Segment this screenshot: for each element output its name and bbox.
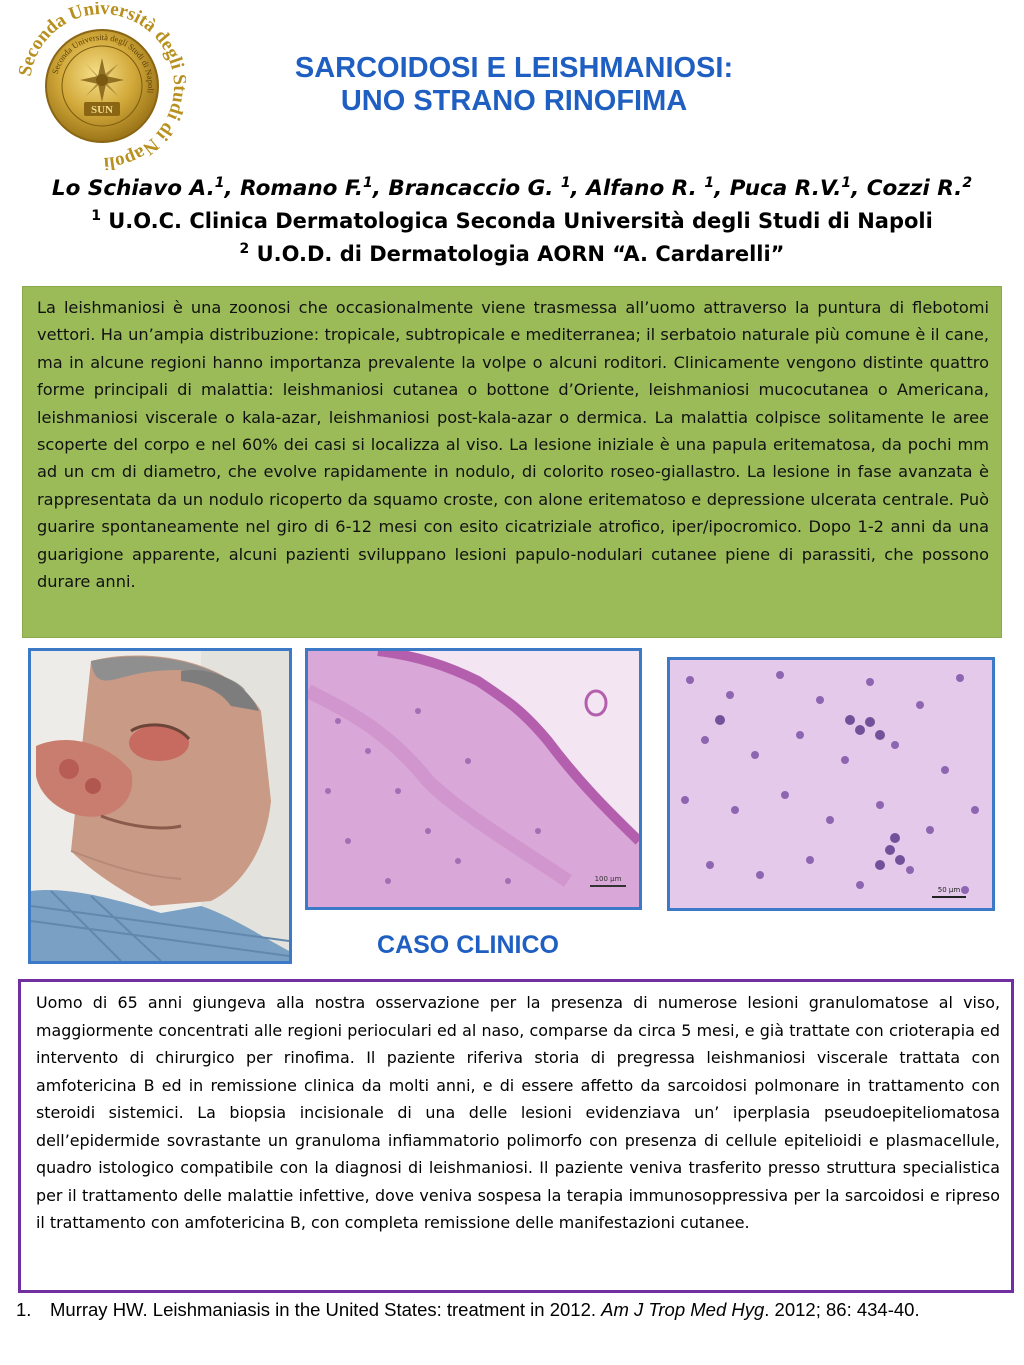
reference-number: 1. <box>16 1299 32 1320</box>
author-list: Lo Schiavo A.$^1$, Romano F.$^1$, Brancaccio G. $^1$, Alfano R. $^1$, Puca R.V.$^1$, Cozzi R.$^2$ <box>51 174 973 201</box>
clinical-photo-patient-face <box>28 648 292 964</box>
affiliation-2: $^2$ U.O.D. di Dermatologia AORN “A. Cardarelli” <box>239 241 785 266</box>
title-line-2: UNO STRANO RINOFIMA <box>340 85 688 117</box>
reference-item: 1. Murray HW. Leishmaniasis in the United States: treatment in 2012. Am J Trop Med Hyg. 2012; 86: 434-40. <box>10 1297 1010 1322</box>
introduction-text: La leishmaniosi è una zoonosi che occasionalmente viene trasmessa all’uomo attraverso la puntura di flebotomi vettori. Ha un’ampia distribuzione: tropicale, subtropicale e mediterranea; il serbatoio naturale più comune è il cane, ma in alcune regioni hanno importanza prevalente la volpe o alcuni roditori. Clinicamente vengono distinte quattro forme principali di malattia: leishmaniosi cutanea o bottone d’Oriente, leishmaniosi mucocutanea o Americana, leishmaniosi viscerale o kala-azar, leishmaniosi post-kala-azar o dermica. La malattia colpisce solitamente le aree scoperte del corpo e nel 60% dei casi si localizza al viso. La lesione iniziale è una papula eritematosa, da pochi mm ad un cm di diametro, che evolve rapidamente in nodulo, di colorito roseo-giallastro. La lesione in fase avanzata è rappresentata da un nodulo ricoperto da squamo croste, con alone eritematoso e depressione ulcerata centrale. Può guarire spontaneamente nel giro di 6-12 mesi con esito cicatriziale atrofico, iper/ipocromico. Dopo 1-2 anni da una guarigione apparente, alcuni pazienti sviluppano lesioni papulo-nodulari cutanee piene di parassiti, che possono durare anni. <box>37 298 989 592</box>
seal-star-icon <box>80 58 124 102</box>
case-section-title: CASO CLINICO <box>377 931 559 959</box>
author-sup: 2 <box>962 174 973 191</box>
poster-title <box>190 52 838 118</box>
references-list <box>10 1297 1010 1322</box>
author-name: Puca R.V. <box>729 176 842 201</box>
author-name: Alfano R. <box>586 176 705 201</box>
seal-monogram: SUN <box>90 104 114 116</box>
affiliation-1: $^1$ U.O.C. Clinica Dermatologica Seconda Università degli Studi di Napoli <box>91 208 933 233</box>
title-line-1: SARCOIDOSI E LEISHMANIOSI: <box>294 52 734 84</box>
authors-block <box>20 172 1004 271</box>
author-sup: 1 <box>560 174 571 191</box>
author-name: Romano F. <box>240 176 363 201</box>
author-name: Cozzi R. <box>866 176 963 201</box>
seal-ring-text: econda Università degli di di Napoli <box>18 2 186 170</box>
scale-bar-label: 50 µm <box>937 886 961 894</box>
author-name: Lo Schiavo A. <box>51 176 215 201</box>
clinical-case-text: Uomo di 65 anni giungeva alla nostra osservazione per la presenza di numerose lesioni granulomatose al viso, maggiormente concentrati alle regioni perioculari ed al naso, comparse da circa 5 mesi, e già trattate con crioterapia ed intervento di chirurgico per rinofima. Il paziente riferiva storia di pregressa leishmaniosi viscerale trattata con amfotericina B ed in remissione clinica da molti anni, e di essere affetto da sarcoidosi polmonare in trattamento con steroidi sistemici. La biopsia incisionale di una delle lesioni evidenziava un’ iperplasia pseudoepiteliomatosa dell’epidermide sovrastante un granuloma infiammatorio polimorfo con presenza di cellule epitelioidi e plasmacellule, quadro istologico compatibile con la diagnosi di leishmaniosi. Il paziente veniva trasferito presso struttura specialistica per il trattamento delle malattie infettive, dove veniva sospesa la terapia immunosoppressiva per la sarcoidosi e ripreso il trattamento con amfotericina B, con completa remissione delle manifestazioni cutanee. <box>36 993 1000 1232</box>
histology-photo-low-magnification <box>305 648 642 910</box>
author-sup: 1 <box>363 174 373 191</box>
author-name: Brancaccio G. <box>388 176 561 201</box>
clinical-case-box <box>18 979 1014 1293</box>
scale-bar-label: 100 µm <box>594 875 622 883</box>
histology-photo-high-magnification <box>667 657 995 911</box>
university-seal-logo <box>18 2 186 170</box>
author-sup: 1 <box>841 174 852 191</box>
seal-inner-text: Seconda Università degli Studi di Napoli <box>49 31 157 94</box>
introduction-box <box>22 286 1002 638</box>
author-sup: 1 <box>704 174 715 191</box>
author-sup: 1 <box>214 174 225 191</box>
reference-journal: Am J Trop Med Hyg <box>601 1299 765 1320</box>
